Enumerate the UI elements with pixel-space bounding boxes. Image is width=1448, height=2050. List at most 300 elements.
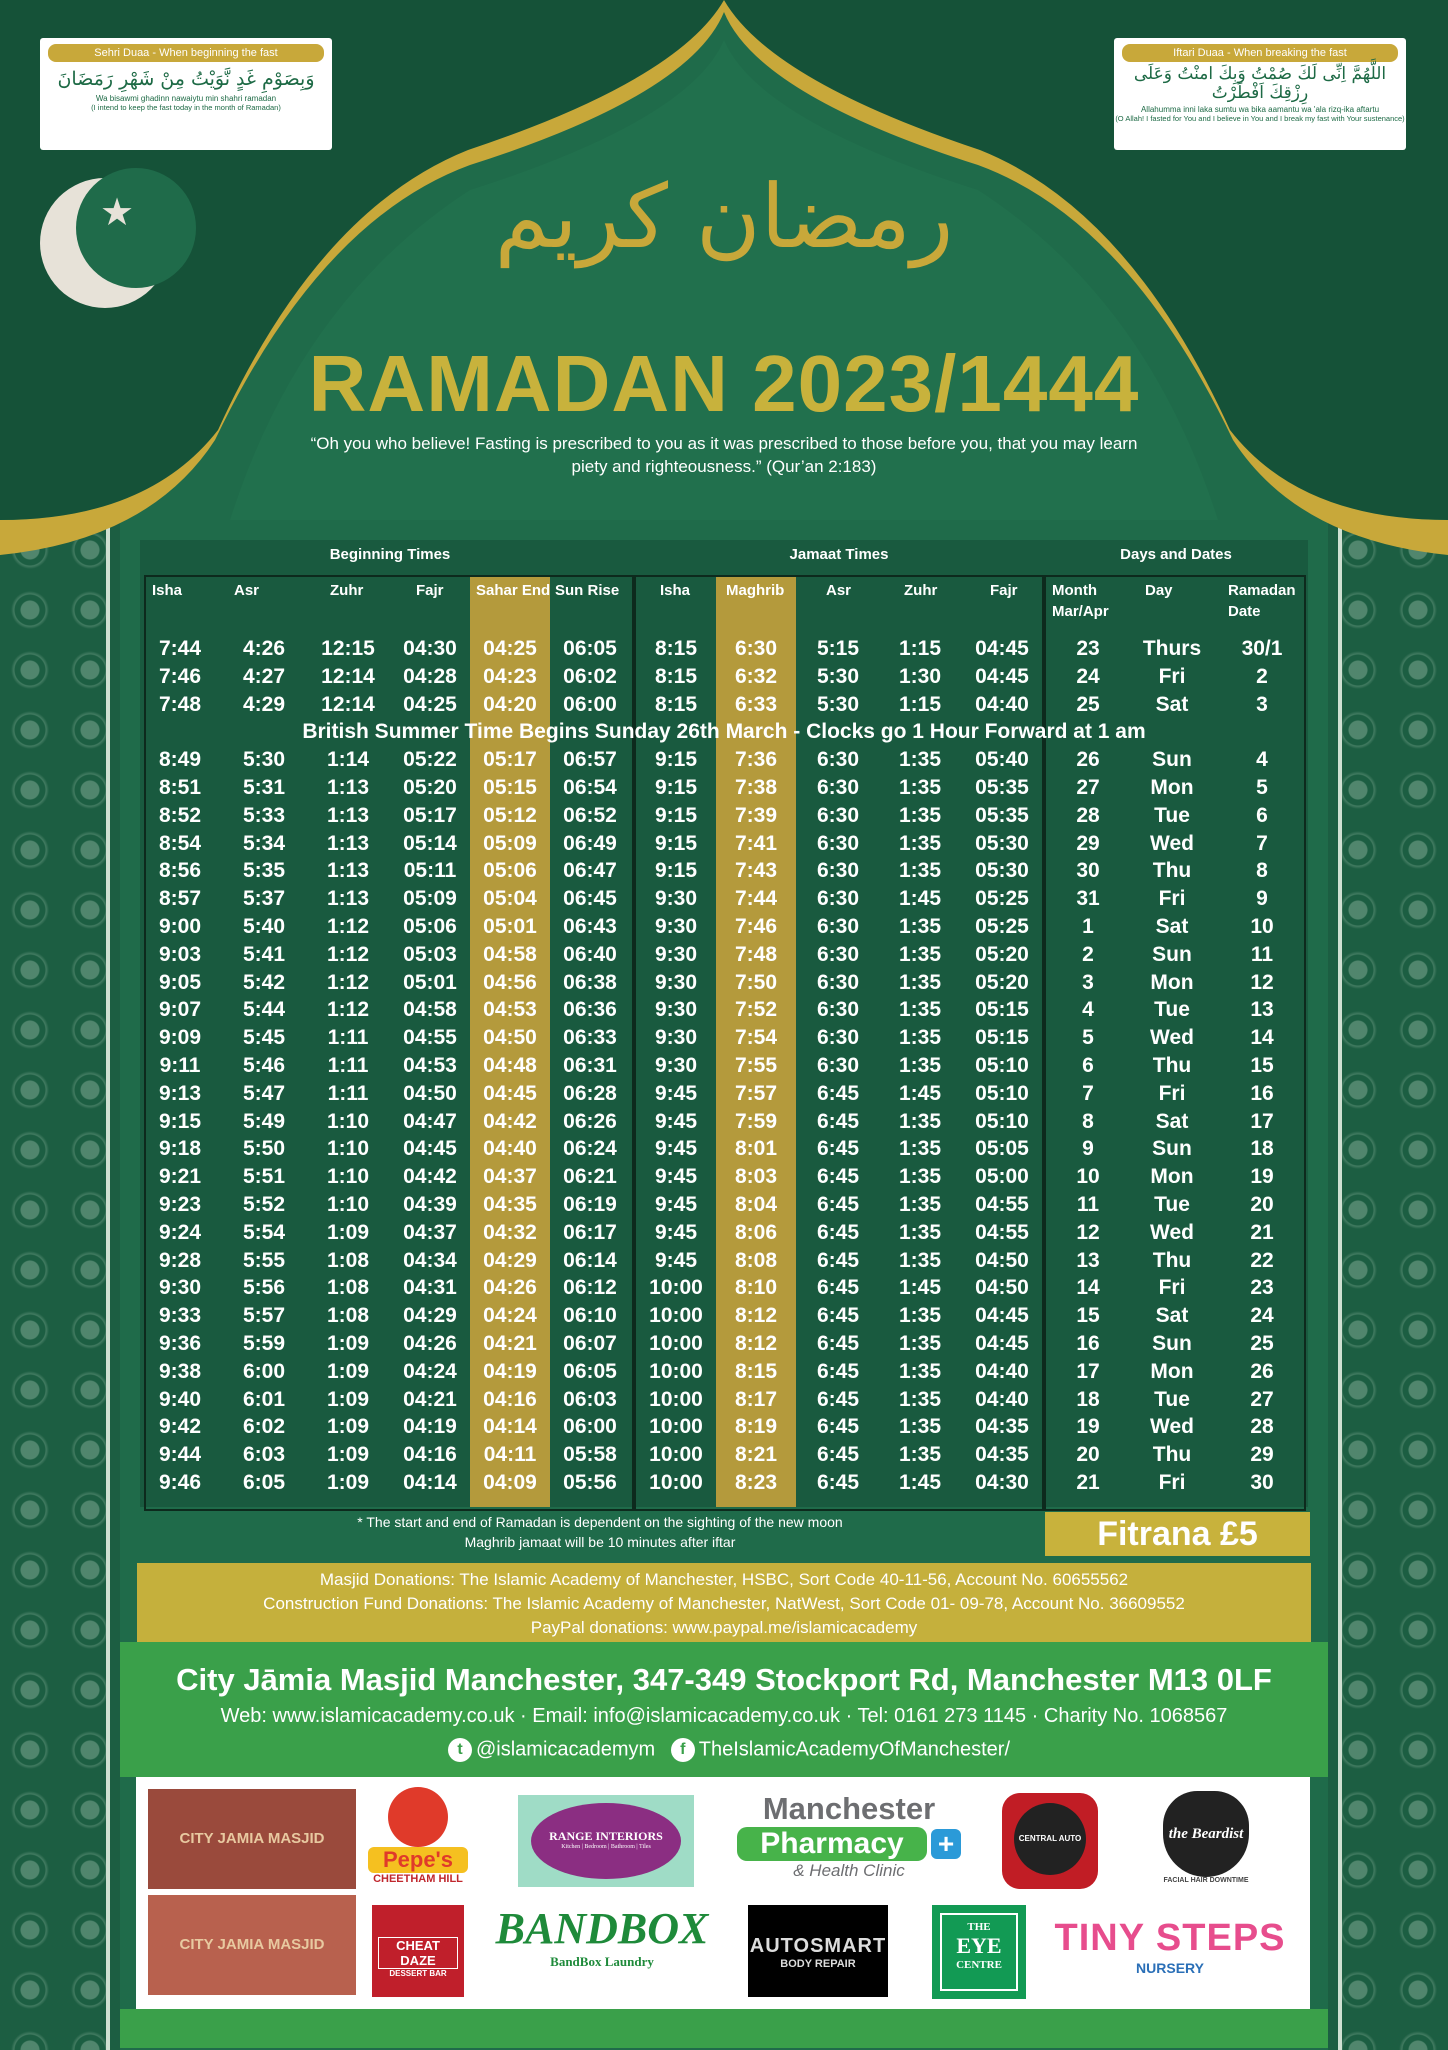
cell-zuhr: 1:08 (326, 1248, 370, 1272)
cell-sunrise: 06:12 (563, 1276, 617, 1300)
cheat-daze-logo (372, 1905, 464, 1997)
cell-sahar-end: 04:09 (483, 1471, 537, 1494)
cell-day: Fri (1158, 664, 1186, 688)
cell-ramadan-date: 9 (1256, 887, 1268, 911)
col-zuhr: Zuhr (330, 582, 364, 599)
cell-sunrise: 06:43 (563, 915, 617, 938)
cell-month-date: 21 (1076, 1471, 1100, 1494)
cell-sahar-end: 04:40 (483, 1137, 537, 1161)
tiny-steps-logo (1050, 1917, 1290, 1997)
cell-sunrise: 06:24 (563, 1137, 617, 1161)
cell-zuhr: 1:09 (326, 1415, 370, 1439)
cell-sunrise: 06:26 (563, 1109, 617, 1133)
cell-asr: 4:27 (242, 664, 286, 688)
cell-day: Mon (1150, 1165, 1194, 1189)
cell-ramadan-date: 15 (1250, 1054, 1274, 1077)
cell-day: Mon (1150, 776, 1194, 799)
note-maghrib: Maghrib jamaat will be 10 minutes after iftar (464, 1534, 736, 1550)
cell-jamaat-asr: 6:45 (816, 1471, 860, 1494)
cell-jamaat-isha: 9:45 (654, 1193, 698, 1216)
cell-jamaat-zuhr: 1:35 (898, 748, 942, 772)
cell-jamaat-asr: 6:30 (816, 970, 860, 994)
cell-sahar-end: 05:15 (483, 776, 537, 799)
cell-day: Tue (1154, 803, 1190, 827)
group-jamaat-times: Jamaat Times (789, 546, 889, 563)
ramadan-kareem-calligraphy: رمضان كريم (494, 165, 954, 268)
cell-jamaat-maghrib: 8:12 (734, 1304, 778, 1328)
cell-jamaat-fajr: 05:10 (975, 1054, 1029, 1077)
cell-ramadan-date: 10 (1250, 915, 1274, 938)
cell-sunrise: 06:00 (563, 1415, 617, 1439)
cell-day: Sun (1152, 1137, 1192, 1161)
cell-day: Mon (1150, 970, 1194, 994)
cell-jamaat-zuhr: 1:35 (898, 1359, 942, 1383)
cell-ramadan-date: 21 (1250, 1220, 1274, 1244)
twitter-handle[interactable]: @islamicacademym (475, 1738, 656, 1761)
cell-day: Thu (1152, 859, 1192, 883)
pharmacy-line-1: Manchester (762, 1791, 936, 1826)
cell-asr: 5:34 (242, 831, 286, 855)
table-row (140, 1441, 1308, 1469)
cell-day: Fri (1158, 1081, 1186, 1105)
cell-jamaat-maghrib: 7:41 (734, 831, 778, 855)
cell-fajr: 04:25 (403, 692, 457, 716)
cell-sahar-end: 04:20 (483, 692, 537, 716)
cell-sunrise: 06:28 (563, 1081, 617, 1105)
cell-ramadan-date: 26 (1250, 1359, 1274, 1383)
cell-jamaat-isha: 9:30 (654, 887, 698, 911)
cell-asr: 6:05 (242, 1471, 286, 1494)
cell-asr: 5:51 (242, 1165, 286, 1189)
cell-jamaat-fajr: 05:00 (975, 1165, 1029, 1189)
cell-sahar-end: 04:50 (483, 1026, 537, 1050)
cell-jamaat-fajr: 05:30 (975, 831, 1029, 855)
cell-day: Sat (1155, 1304, 1189, 1328)
cell-asr: 5:42 (242, 970, 286, 994)
cell-sunrise: 06:10 (563, 1304, 617, 1328)
cell-month-date: 5 (1082, 1026, 1094, 1050)
cell-isha: 9:38 (158, 1359, 202, 1383)
cell-fajr: 04:45 (403, 1137, 457, 1161)
cell-sunrise: 06:19 (563, 1193, 617, 1216)
cell-jamaat-isha: 9:45 (654, 1137, 698, 1161)
cell-jamaat-fajr: 05:25 (975, 915, 1029, 938)
cell-day: Mon (1150, 1359, 1194, 1383)
eye-centre-line-1: THE (967, 1921, 991, 1933)
cell-sahar-end: 05:12 (483, 803, 537, 827)
table-row (140, 996, 1308, 1024)
cell-jamaat-zuhr: 1:35 (898, 1137, 942, 1161)
cell-sahar-end: 04:19 (483, 1359, 537, 1383)
cell-ramadan-date: 6 (1256, 803, 1268, 827)
cell-jamaat-zuhr: 1:45 (898, 887, 942, 911)
social-links (120, 1738, 1328, 1762)
cell-fajr: 04:34 (403, 1248, 457, 1272)
cell-jamaat-isha: 10:00 (649, 1276, 703, 1300)
cell-jamaat-isha: 9:15 (654, 859, 698, 883)
cell-fajr: 04:30 (403, 637, 457, 660)
cell-zuhr: 1:08 (326, 1276, 370, 1300)
sponsor-logos (136, 1777, 1310, 2009)
range-interiors-name: RANGE INTERIORS (549, 1829, 663, 1843)
cell-day: Wed (1150, 1415, 1194, 1439)
cell-sahar-end: 04:32 (483, 1220, 537, 1244)
cell-month-date: 30 (1076, 859, 1100, 883)
cell-sunrise: 06:52 (563, 803, 617, 827)
cell-jamaat-asr: 6:45 (816, 1387, 860, 1411)
cell-jamaat-zuhr: 1:35 (898, 915, 942, 938)
donations-box (137, 1563, 1311, 1648)
cell-jamaat-maghrib: 7:43 (734, 859, 778, 883)
cell-jamaat-maghrib: 7:38 (734, 776, 778, 799)
cell-isha: 9:03 (158, 942, 202, 966)
cell-jamaat-isha: 9:30 (654, 1026, 698, 1050)
range-interiors-logo (518, 1795, 694, 1887)
cell-sunrise: 06:02 (563, 664, 617, 688)
table-row (140, 691, 1308, 719)
cell-sahar-end: 04:35 (483, 1193, 537, 1216)
cell-ramadan-date: 7 (1256, 831, 1268, 855)
cell-asr: 5:30 (242, 748, 286, 772)
cell-jamaat-asr: 5:30 (816, 692, 860, 716)
cell-jamaat-zuhr: 1:30 (898, 664, 942, 688)
cell-isha: 8:56 (158, 859, 202, 883)
cell-ramadan-date: 20 (1250, 1193, 1274, 1216)
masjid-address: City Jāmia Masjid Manchester, 347-349 Stockport Rd, Manchester M13 0LF (176, 1662, 1272, 1697)
pepes-logo (368, 1787, 468, 1897)
contact-line[interactable]: Web: www.islamicacademy.co.uk · Email: info@islamicacademy.co.uk · Tel: 0161 273 1145 · Charity No. 1068567 (220, 1705, 1228, 1727)
cell-jamaat-zuhr: 1:35 (898, 1332, 942, 1355)
cell-month-date: 11 (1076, 1193, 1100, 1216)
pepes-location: CHEETHAM HILL (373, 1873, 463, 1885)
cell-jamaat-fajr: 04:45 (975, 1304, 1029, 1328)
table-row (140, 1080, 1308, 1108)
cell-ramadan-date: 24 (1250, 1304, 1274, 1328)
cell-day: Sat (1155, 915, 1189, 938)
table-row (140, 1386, 1308, 1414)
table-row (140, 1302, 1308, 1330)
beardist-logo (1146, 1791, 1266, 1901)
cell-sahar-end: 04:37 (483, 1165, 537, 1189)
sehri-duaa-title: Sehri Duaa - When beginning the fast (48, 44, 324, 62)
cell-ramadan-date: 30/1 (1241, 637, 1283, 660)
cell-zuhr: 12:15 (321, 637, 375, 660)
sehri-duaa-transliteration: Wa bisawmi ghadinn nawaiytu min shahri ramadan (95, 94, 277, 103)
cell-fajr: 05:09 (403, 887, 457, 911)
cell-jamaat-zuhr: 1:45 (898, 1081, 942, 1105)
cell-asr: 6:00 (242, 1359, 286, 1383)
cell-sahar-end: 04:56 (483, 970, 537, 994)
cell-month-date: 20 (1076, 1443, 1100, 1467)
cell-asr: 5:33 (242, 803, 286, 827)
left-pattern-border (0, 520, 120, 2050)
cell-zuhr: 1:13 (326, 776, 370, 799)
cell-ramadan-date: 28 (1250, 1415, 1274, 1439)
cell-jamaat-maghrib: 8:06 (734, 1220, 778, 1244)
page-title: RAMADAN 2023/1444 (308, 339, 1140, 428)
cell-jamaat-fajr: 05:20 (975, 970, 1029, 994)
cell-day: Tue (1154, 1193, 1190, 1216)
cell-jamaat-fajr: 04:50 (975, 1276, 1029, 1300)
autosmart-sub: BODY REPAIR (780, 1958, 856, 1970)
col-sahar-end: Sahar End (476, 582, 551, 599)
table-row (140, 1247, 1308, 1275)
table-row (140, 1469, 1308, 1497)
cell-sahar-end: 04:24 (483, 1304, 537, 1328)
cell-month-date: 1 (1082, 915, 1094, 938)
sehri-duaa-card (40, 38, 332, 150)
col-jamaat-fajr: Fajr (990, 582, 1018, 599)
cell-asr: 5:44 (242, 998, 286, 1022)
sehri-duaa-meaning: (I intend to keep the fast today in the month of Ramadan) (91, 103, 281, 112)
cell-month-date: 7 (1082, 1081, 1094, 1105)
cell-jamaat-zuhr: 1:35 (898, 776, 942, 799)
beardist-sub: FACIAL HAIR DOWNTIME (1163, 1877, 1249, 1884)
cell-jamaat-fajr: 04:35 (975, 1443, 1029, 1467)
fitrana-badge: Fitrana £5 (1045, 1512, 1310, 1556)
cell-ramadan-date: 3 (1256, 692, 1268, 716)
cell-jamaat-isha: 9:30 (654, 915, 698, 938)
cell-jamaat-fajr: 04:40 (975, 692, 1029, 716)
cell-jamaat-zuhr: 1:35 (898, 1193, 942, 1216)
iftari-duaa-meaning: (O Allah! I fasted for You and I believe in You and I break my fast with Your sustenance) (1115, 114, 1405, 123)
cell-jamaat-isha: 8:15 (654, 664, 698, 688)
cell-fajr: 05:17 (403, 803, 457, 827)
bandbox-logo (492, 1903, 712, 1993)
bst-notice: British Summer Time Begins Sunday 26th March - Clocks go 1 Hour Forward at 1 am (302, 720, 1146, 744)
cell-jamaat-maghrib: 7:52 (734, 998, 778, 1022)
cell-jamaat-zuhr: 1:35 (898, 970, 942, 994)
eye-centre-line-2: EYE (956, 1933, 1002, 1958)
cell-zuhr: 1:14 (326, 748, 370, 772)
cell-month-date: 28 (1076, 803, 1100, 827)
cell-jamaat-fajr: 05:25 (975, 887, 1029, 911)
col-asr: Asr (234, 582, 260, 599)
cell-isha: 9:28 (158, 1248, 202, 1272)
cell-jamaat-isha: 9:45 (654, 1248, 698, 1272)
cell-month-date: 10 (1076, 1165, 1100, 1189)
cell-jamaat-zuhr: 1:35 (898, 1415, 942, 1439)
cell-jamaat-fajr: 05:10 (975, 1109, 1029, 1133)
cell-day: Thurs (1142, 637, 1202, 660)
table-row (140, 941, 1308, 969)
cell-jamaat-isha: 9:45 (654, 1081, 698, 1105)
cell-jamaat-fajr: 05:40 (975, 748, 1029, 772)
cell-fajr: 04:39 (403, 1193, 457, 1216)
cell-sunrise: 06:14 (563, 1248, 617, 1272)
table-row (140, 1135, 1308, 1163)
cell-ramadan-date: 13 (1250, 998, 1274, 1022)
table-row (140, 1358, 1308, 1386)
cell-ramadan-date: 27 (1250, 1387, 1274, 1411)
table-row (140, 1191, 1308, 1219)
cell-isha: 8:52 (158, 803, 202, 827)
cell-sahar-end: 05:01 (483, 915, 537, 938)
cell-jamaat-asr: 6:30 (816, 831, 860, 855)
cell-zuhr: 1:09 (326, 1220, 370, 1244)
cell-jamaat-fajr: 05:35 (975, 803, 1029, 827)
cell-jamaat-fajr: 04:55 (975, 1220, 1029, 1244)
cell-ramadan-date: 14 (1250, 1026, 1274, 1050)
cell-month-date: 19 (1076, 1415, 1100, 1439)
cell-jamaat-maghrib: 7:44 (734, 887, 778, 911)
cell-sunrise: 06:05 (563, 1359, 617, 1383)
cell-ramadan-date: 5 (1256, 776, 1268, 799)
cell-sahar-end: 04:48 (483, 1054, 537, 1077)
cell-month-date: 16 (1076, 1332, 1100, 1355)
cell-jamaat-asr: 6:45 (816, 1109, 860, 1133)
cell-jamaat-asr: 6:30 (816, 998, 860, 1022)
cell-asr: 4:26 (242, 637, 286, 660)
cell-fajr: 04:58 (403, 998, 457, 1022)
cell-ramadan-date: 17 (1250, 1109, 1274, 1133)
cell-asr: 4:29 (242, 692, 286, 716)
cell-isha: 7:44 (158, 637, 202, 660)
cell-zuhr: 1:10 (326, 1137, 370, 1161)
cell-jamaat-maghrib: 8:15 (734, 1359, 778, 1383)
cell-zuhr: 1:13 (326, 887, 370, 911)
cell-jamaat-isha: 10:00 (649, 1443, 703, 1467)
donation-construction: Construction Fund Donations: The Islamic Academy of Manchester, NatWest, Sort Code 01- 09-78, Account No. 36609552 (263, 1594, 1185, 1613)
table-row (140, 913, 1308, 941)
cell-isha: 8:54 (158, 831, 202, 855)
cell-zuhr: 1:08 (326, 1304, 370, 1328)
bandbox-name: BANDBOX (495, 1904, 709, 1953)
cell-jamaat-zuhr: 1:35 (898, 1443, 942, 1467)
cell-isha: 9:18 (158, 1137, 202, 1161)
cell-asr: 5:50 (242, 1137, 286, 1161)
table-row (140, 746, 1308, 774)
cell-fajr: 05:03 (403, 942, 457, 966)
cell-jamaat-maghrib: 8:19 (734, 1415, 778, 1439)
cell-ramadan-date: 18 (1250, 1137, 1274, 1161)
cell-jamaat-zuhr: 1:35 (898, 998, 942, 1022)
cell-isha: 7:46 (158, 664, 202, 688)
cell-fajr: 05:22 (403, 748, 457, 772)
cell-jamaat-isha: 8:15 (654, 637, 698, 660)
autosmart-name: AUTOSMART (749, 1935, 887, 1957)
cell-day: Sun (1152, 748, 1192, 772)
cell-isha: 9:09 (158, 1026, 202, 1050)
cell-fajr: 04:53 (403, 1054, 457, 1077)
iftari-duaa-title: Iftari Duaa - When breaking the fast (1122, 44, 1398, 62)
cell-jamaat-maghrib: 6:30 (734, 637, 778, 660)
cell-asr: 5:47 (242, 1081, 286, 1105)
cell-jamaat-maghrib: 8:12 (734, 1332, 778, 1355)
donation-paypal[interactable]: PayPal donations: www.paypal.me/islamicacademy (530, 1618, 918, 1637)
cell-jamaat-zuhr: 1:45 (898, 1276, 942, 1300)
col-sunrise: Sun Rise (555, 582, 620, 599)
cell-day: Wed (1150, 1026, 1194, 1050)
cell-jamaat-zuhr: 1:35 (898, 1109, 942, 1133)
cell-isha: 9:46 (158, 1471, 202, 1494)
cell-ramadan-date: 12 (1250, 970, 1274, 994)
cell-asr: 5:52 (242, 1193, 286, 1216)
cell-jamaat-fajr: 04:40 (975, 1359, 1029, 1383)
cell-jamaat-isha: 10:00 (649, 1471, 703, 1494)
cell-isha: 8:57 (158, 887, 202, 911)
col-day: Day (1145, 582, 1173, 599)
cell-sunrise: 05:56 (563, 1471, 617, 1494)
cell-asr: 6:02 (242, 1415, 286, 1439)
cell-jamaat-isha: 9:45 (654, 1109, 698, 1133)
cell-jamaat-asr: 6:30 (816, 1054, 860, 1077)
cell-day: Thu (1152, 1248, 1192, 1272)
cell-zuhr: 1:09 (326, 1332, 370, 1355)
table-row (140, 1330, 1308, 1358)
cell-fajr: 04:21 (403, 1387, 457, 1411)
cell-jamaat-asr: 6:45 (816, 1220, 860, 1244)
cell-jamaat-fajr: 04:30 (975, 1471, 1029, 1494)
cell-jamaat-isha: 10:00 (649, 1387, 703, 1411)
cell-zuhr: 1:12 (326, 998, 370, 1022)
cell-asr: 5:55 (242, 1248, 286, 1272)
table-row (140, 1274, 1308, 1302)
cell-month-date: 9 (1082, 1137, 1094, 1161)
cell-asr: 5:57 (242, 1304, 286, 1328)
cell-ramadan-date: 23 (1250, 1276, 1274, 1300)
cheat-daze-sub: DESSERT BAR (389, 1969, 447, 1978)
cell-ramadan-date: 4 (1256, 748, 1268, 772)
cell-jamaat-maghrib: 8:21 (734, 1443, 778, 1467)
cell-jamaat-maghrib: 7:57 (734, 1081, 778, 1105)
cell-jamaat-fajr: 05:05 (975, 1137, 1029, 1161)
cell-jamaat-asr: 6:45 (816, 1332, 860, 1355)
cell-jamaat-fajr: 05:35 (975, 776, 1029, 799)
cell-sunrise: 06:38 (563, 970, 617, 994)
timetable (140, 540, 1308, 1507)
cell-ramadan-date: 11 (1250, 942, 1274, 966)
cell-asr: 5:41 (242, 942, 286, 966)
range-interiors-sub: Kitchen | Bedroom | Bathroom | Tiles (561, 1844, 651, 1850)
cell-ramadan-date: 22 (1250, 1248, 1274, 1272)
cell-jamaat-zuhr: 1:35 (898, 831, 942, 855)
cell-isha: 9:13 (158, 1081, 202, 1105)
cell-sahar-end: 05:17 (483, 748, 537, 772)
cell-sunrise: 06:33 (563, 1026, 617, 1050)
facebook-page[interactable]: TheIslamicAcademyOfManchester/ (698, 1738, 1011, 1761)
cell-jamaat-isha: 10:00 (649, 1415, 703, 1439)
cell-jamaat-zuhr: 1:15 (898, 692, 942, 716)
cell-jamaat-isha: 10:00 (649, 1332, 703, 1355)
cell-zuhr: 1:11 (327, 1054, 369, 1077)
table-row (140, 1413, 1308, 1441)
table-row (140, 774, 1308, 802)
cell-jamaat-asr: 6:30 (816, 803, 860, 827)
cell-sahar-end: 05:06 (483, 859, 537, 883)
cell-sahar-end: 04:11 (483, 1443, 537, 1467)
col-ramadan-date: Ramadan Date (1228, 582, 1296, 620)
table-row (140, 969, 1308, 997)
cell-isha: 9:36 (158, 1332, 202, 1355)
cell-fajr: 04:26 (403, 1332, 457, 1355)
table-row (140, 1052, 1308, 1080)
cell-jamaat-maghrib: 7:55 (734, 1054, 778, 1077)
cell-isha: 9:21 (158, 1165, 202, 1189)
cell-jamaat-zuhr: 1:35 (898, 1165, 942, 1189)
cell-sahar-end: 04:16 (483, 1387, 537, 1411)
cell-sunrise: 06:45 (563, 887, 617, 911)
cell-jamaat-fajr: 05:15 (975, 998, 1029, 1022)
frame-line (1338, 520, 1342, 2050)
cell-fajr: 04:24 (403, 1359, 457, 1383)
cell-fajr: 05:14 (403, 831, 457, 855)
cell-asr: 5:31 (242, 776, 286, 799)
cell-jamaat-fajr: 04:45 (975, 637, 1029, 660)
cell-jamaat-zuhr: 1:35 (898, 1304, 942, 1328)
cell-isha: 8:49 (158, 748, 202, 772)
cell-sahar-end: 04:14 (483, 1415, 537, 1439)
